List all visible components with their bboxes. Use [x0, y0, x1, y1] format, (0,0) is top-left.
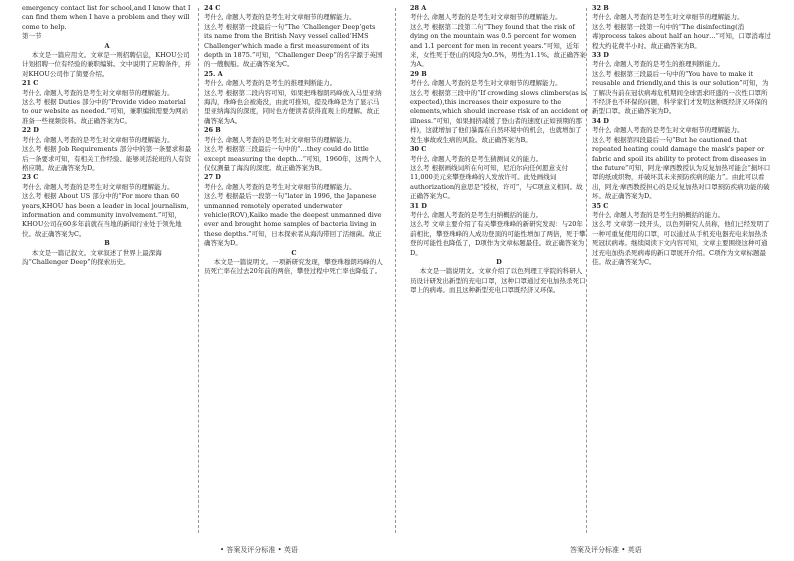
passage-a-summary: 本文是一篇应用文。文章是一则招聘信息，KHOU公司计划招聘一位有经验的兼职编辑。文中说明了应聘条件，并对KHOU公司作了简要介绍。 — [22, 51, 191, 78]
section-heading: 第一节 — [22, 32, 42, 41]
q26-zhe: 这么考 根据第三段最后一句中的“…they could do little except measuring the depth...”可知，1960年，这两个人仅仅测量了海沟的深度。故正确答案为B。 — [204, 145, 382, 172]
passage-b-summary: 本文是一篇记叙文。文章叙述了世界上最深海沟“Challenger Deep”的探索历史。 — [22, 248, 162, 266]
q30-zhe: 这么考 根据画线词所在句可知，尼泊尔向任何愿意支付11,000美元来攀登珠峰的人发放许可。此处画线词authorization的意思是“授权，许可”，与C项意义相同。故正确答案为C。 — [410, 163, 583, 201]
column-1 — [22, 4, 192, 544]
question-31: 31 D — [410, 201, 427, 210]
passage-b-label: B — [104, 239, 110, 248]
passage-c-label: C — [291, 248, 297, 257]
question-21: 21 C — [22, 79, 39, 88]
question-28: 28 A — [410, 4, 427, 12]
intro-text: emergency contact list for school,and I know that I can find them when I have a problem and they will come to help. — [22, 4, 191, 31]
q22-kao: 考什么 命题人考查的是考生对文章细节的理解能力。 — [22, 135, 174, 144]
q34-zhe: 这么考 根据第四段最后一句“But he cautioned that repeated heating could damage the mask's paper or fabric and spoil its ability to protect from diseases in the future”可知，阿龙·摩西教授认为反复加热可能会“损坏口罩的纸或织物，并破坏其未来预防疾病的能力”。由此可以看出，阿龙·摩西教授担心的是反复加热对口罩预防疾病功能的破坏。故正确答案为D。 — [592, 135, 771, 201]
question-22: 22 D — [22, 126, 39, 135]
passage-c-summary: 本文是一篇说明文。一项新研究发现，攀登珠穆朗玛峰的人员死亡率在过去20年前的两倍，攀登过程中死亡率也降低了。 — [204, 257, 383, 276]
question-30: 30 C — [410, 145, 427, 154]
column-2 — [204, 4, 384, 544]
q24-zhe: 这么考 根据第一段最后一句“The ‘Challenger Deep’gets its name from the British Navy vessel called‘HMS Challenger’which made a first measurement of its depth in 1875.”可知，“Challenger Deep”的名字源于英国的一艘舰船。故正确答案为C。 — [204, 22, 383, 69]
q24-kao: 考什么 命题人考查的是考生对文章细节的理解能力。 — [204, 13, 356, 22]
q31-zhe: 这么考 文章主要介绍了有关攀登珠峰的新研究发现：与20年前相比，攀登珠峰的人成功登顶的可能性增加了两倍，死于攀登的可能性也降低了，D项作为文章标题最佳。故正确答案为D。 — [410, 220, 586, 257]
q28-zhe: 这么考 根据第二段第二句“They found that the risk of dying on the mountain was 0.5 percent for women and 1.1 percent for men in recent years.”可知，近年来，女性死于登山的风险为0.5%，男性为1.1%。故正确答案为A。 — [410, 22, 587, 69]
question-24: 24 C — [204, 4, 221, 12]
question-25: 25. A — [204, 69, 223, 78]
question-35: 35 C — [592, 201, 609, 210]
question-27: 27 D — [204, 173, 221, 182]
q25-kao: 考什么 命题人考查的是考生的推理判断能力。 — [204, 79, 337, 88]
question-33: 33 D — [592, 51, 609, 60]
q35-zhe: 这么考 文章第一段开头，以色列研究人员称，他们已经发明了一种可重复使用的口罩，可以通过从手机充电器充电来加热杀死冠状病毒。继续阅读下文内容可知，文章主要围绕这种可通过充电加热杀死病毒的新口罩展开介绍。C项作为文章标题最佳。故正确答案为C。 — [592, 220, 770, 266]
q32-zhe: 这么考 根据第一段第一句中的“The disinfecting(消毒)process takes about half an hour…”可知，口罩消毒过程大约花费半小时。故正确答案为B。 — [592, 22, 771, 50]
column-3 — [410, 4, 588, 544]
q26-kao: 考什么 命题人考查的是考生对文章细节的理解能力。 — [204, 135, 356, 144]
question-26: 26 B — [204, 126, 221, 135]
q23-zhe: 这么考 根据 About US 部分中的“For more than 60 years,KHOU has been a leader in local journalism, information and community involvement.”可知，KHOU公司在60多年前就在当地的新闻行业处于领先地位。故正确答案为C。 — [22, 192, 189, 238]
q31-kao: 考什么 命题人考查的是考生归纳概括的能力。 — [410, 210, 543, 219]
question-32: 32 B — [592, 4, 609, 12]
q32-kao: 考什么 命题人考查的是考生对文章细节的理解能力。 — [592, 13, 744, 22]
passage-d-summary: 本文是一篇说明文。文章介绍了以色列理工学院的科研人员设计研发出新型的充电口罩，这种口罩通过充电加热杀死口罩上的病毒。而且这种新型充电口罩既经济又环保。 — [410, 267, 586, 295]
question-23: 23 C — [22, 173, 39, 182]
footer-right: 答案及评分标准 • 英语 — [570, 546, 642, 554]
q22-zhe: 这么考 根据 Job Requirements 部分中的第一条要求和最后一条要求可知，有相关工作经验、能够灵活轮班的人有资格应聘。故正确答案为D。 — [22, 145, 192, 172]
q34-kao: 考什么 命题人考查的是考生对文章细节的理解能力。 — [592, 126, 744, 135]
column-divider — [198, 8, 199, 533]
footer-left: • 答案及评分标准 • 英语 — [220, 546, 298, 554]
column-4 — [592, 4, 772, 544]
q27-zhe: 这么考 根据最后一段第一句“later in 1996, the Japanese unmanned remotely operated underwater vehicle(ROV),Kaiko made the deepest unmanned dive ever and brought home samples of bacteria living in these depths.”可知，日本探索者从海沟带回了活细菌。故正确答案为D。 — [204, 192, 382, 248]
q27-kao: 考什么 命题人考查的是考生对文章细节的理解能力。 — [204, 182, 356, 191]
q33-zhe: 这么考 根据第三段最后一句中的“You have to make it reusable and friendly,and this is our solution”可知，为了解决当前在冠状病毒危机期间全球需求旺盛的一次性口罩所不经济也不环保的问题，科学家们才发明这种既经济又环保的新型口罩。故正确答案为D。 — [592, 69, 769, 116]
column-divider — [395, 8, 396, 533]
passage-d-label: D — [496, 257, 502, 266]
q28-kao: 考什么 命题人考查的是考生对文章细节的理解能力。 — [410, 13, 562, 22]
q25-zhe: 这么考 根据第二段内容可知，如果把珠穆朗玛峰放入马里亚纳海沟，珠峰也会被淹没，由此可推知，提及珠峰是为了显示马里亚纳海沟的深度，同时也方便读者获得直观上的理解。故正确答案为A。 — [204, 88, 382, 125]
q29-zhe: 这么考 根据第三段中的“If crowding slows climbers(as is expected),this increases their exposure to the elements,which should increase risk of an accident or illness.”可知，如果拥挤减缓了登山者的速度(正如预期的那样)，这就增加了他们暴露在自然环境中的机会，也就增加了发生事故或生病的风险。故正确答案为B。 — [410, 88, 588, 144]
q21-zhe: 这么考 根据 Duties 部分中的“Provide video material to our website as needed.”可知，兼职编辑需要为网站准备一些视频资料。故正确答案为C。 — [22, 98, 189, 125]
q30-kao: 考什么 命题人考查的是考生猜测词义的能力。 — [410, 154, 543, 163]
question-34: 34 D — [592, 116, 609, 125]
passage-a-label: A — [104, 41, 110, 50]
q29-kao: 考什么 命题人考查的是考生对文章细节的理解能力。 — [410, 79, 562, 88]
q35-kao: 考什么 命题人考查的是考生归纳概括的能力。 — [592, 210, 725, 219]
question-29: 29 B — [410, 69, 427, 78]
q33-kao: 考什么 命题人考查的是考生的推理判断能力。 — [592, 60, 725, 69]
q23-kao: 考什么 命题人考查的是考生对文章细节的理解能力。 — [22, 182, 174, 191]
q21-kao: 考什么 命题人考查的是考生对文章细节的理解能力。 — [22, 88, 174, 97]
